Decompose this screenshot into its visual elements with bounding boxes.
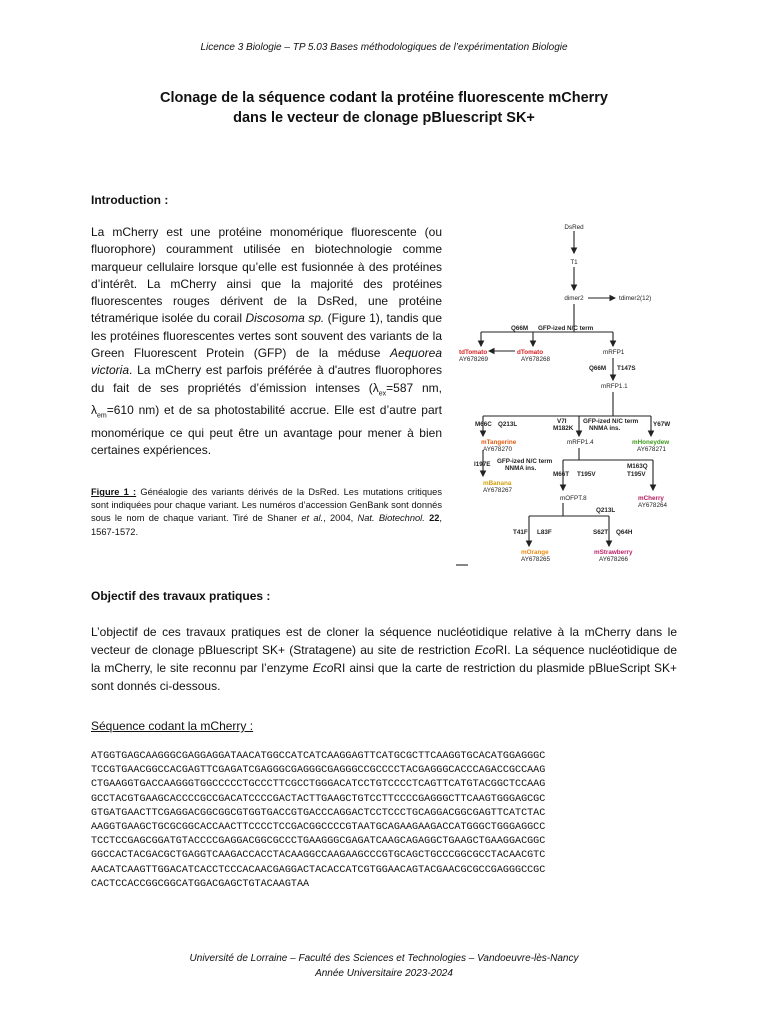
sequence-line: GTGATGAACTTCGAGGACGGCGGCGTGGTGACCGTGACCCAGGACTCCTCCCTGCAGGACGGCGAGTTCATCTAC <box>91 807 546 819</box>
label-morange: mOrange <box>521 549 549 556</box>
label-m66c: M66C <box>475 421 492 428</box>
label-dtomato-acc: AY678268 <box>521 356 550 363</box>
label-m163q: M163Q <box>627 463 648 470</box>
label-dimer2: dimer2 <box>564 295 584 302</box>
label-dsred: DsRed <box>564 224 584 231</box>
label-m66t: M66T <box>553 471 570 478</box>
caption-text-4: , 1567-1572. <box>91 513 442 537</box>
label-v7i: V7I <box>557 418 567 425</box>
objective-paragraph <box>91 623 677 695</box>
label-i197e: I197E <box>474 461 491 468</box>
label-mofpt8: mOFPT.8 <box>560 495 587 502</box>
label-t195v-b: T195V <box>627 471 646 478</box>
sequence-line: ATGGTGAGCAAGGGCGAGGAGGATAACATGGCCATCATCAAGGAGTTCATGCGCTTCAAGGTGCACATGGAGGGC <box>91 751 546 762</box>
label-mcherry: mCherry <box>638 495 664 502</box>
label-s62t: S62T <box>593 529 609 536</box>
objective-text-2: RI. La séquence nucléotidique de la mCherry, le site reconnu par l’enzyme <box>91 643 677 675</box>
label-q64h: Q64H <box>616 529 633 536</box>
label-t1: T1 <box>570 259 578 266</box>
sequence-line: TCCTCCGAGCGGATGTACCCCGAGGACGGCGCCCTGAAGGGCGAGATCAAGCAGAGGCTGAAGCTGAAGGACGGC <box>91 836 546 848</box>
caption-text-1: Généalogie des variants dérivés de la DsRed. Les mutations critiques sont indiquées pour chaque variant. Les numéros d’accession GenBank sont donnés sous le nom de chaque variant. Tiré de Shaner <box>91 487 443 524</box>
label-mhoneydew: mHoneydew <box>632 439 670 446</box>
intro-text-4: =587 nm, λ <box>91 380 442 418</box>
sequence-line: TCCGTGAACGGCCACGAGTTCGAGATCGAGGGCGAGGGCGAGGGCCGCCCCTACGAGGGCACCCAGACCGCCAAG <box>91 765 546 777</box>
sequence-line: AACATCAAGTTGGACATCACCTCCCACAACGAGGACTACACCATCGTGGAACAGTACGAACGCGCCGAGGGCCGC <box>91 864 546 876</box>
page-footer <box>0 951 768 981</box>
label-mhoneydew-acc: AY678271 <box>637 446 666 453</box>
label-nnma-c: NNMA ins. <box>505 465 537 472</box>
footer-university: Université de Lorraine – Faculté des Sciences et Technologies – Vandoeuvre-lès-Nancy <box>189 953 579 964</box>
label-gfp-c: GFP-ized N/C term <box>497 458 553 465</box>
label-mtangerine: mTangerine <box>481 439 517 446</box>
lambda-em-subscript: em <box>97 412 107 420</box>
introduction-paragraph <box>91 224 442 460</box>
sequence-line: CACTCCACCGGCGGCATGGACGAGCTGTACAAGTAA <box>91 878 310 890</box>
footer-year: Année Universitaire 2023-2024 <box>315 968 453 979</box>
intro-text-2: (Figure 1), tandis que les protéines fluorescentes vertes sont souvent des variants de la Green Fluorescent Protein (GFP) de la méduse <box>91 311 443 361</box>
label-tdtomato-acc: AY678269 <box>459 356 488 363</box>
sequence-line: GGCCACTACGACGCTGAGGTCAAGACCACCTACAAGGCCAAGAAGCCCGTGCAGCTGCCCGGCGCCTACAACGTC <box>91 850 546 862</box>
label-q213l-b: Q213L <box>596 507 616 514</box>
label-l83f: L83F <box>537 529 552 536</box>
course-header: Licence 3 Biologie – TP 5.03 Bases méthodologiques de l’expérimentation Biologie <box>200 42 568 53</box>
sequence-heading: Séquence codant la mCherry : <box>91 719 254 733</box>
label-dtomato: dTomato <box>517 349 544 356</box>
caption-etal: et al. <box>301 513 324 524</box>
label-mstrawberry: mStrawberry <box>594 549 633 556</box>
label-y67w: Y67W <box>653 421 671 428</box>
title-line-1: Clonage de la séquence codant la protéine fluorescente mCherry <box>159 90 608 106</box>
intro-species-aequorea: Aequorea victoria <box>91 346 442 378</box>
label-t41f: T41F <box>513 529 528 536</box>
sequence-line: CTGAAGGTGACCAAGGGTGGCCCCCTGCCCTTCGCCTGGGACATCCTGTCCCCTCAGTTCATGTACGGCTCCAAG <box>91 779 546 791</box>
figure-caption <box>91 486 442 539</box>
caption-text-2: , 2004, <box>323 513 358 524</box>
objective-text-1: L’objectif de ces travaux pratiques est de cloner la séquence nucléotidique relative à la mCherry dans le vecteur de clonage pBluescript SK+ (Stratagene) au site de restriction <box>91 625 677 657</box>
objective-eco-italic-2: Eco <box>312 661 334 675</box>
intro-text-1: La mCherry est une protéine monomérique fluorescente (ou fluorophore) couramment utilisée en biotechnologie comme marqueur cellulaire lorsque qu’elle est fusionnée à des protéines d’intérêt. La mCherry ainsi que la majorité des protéines fluorescentes rouges dérivent de la DsRed, une protéine tétramérique isolée du corail <box>91 225 442 326</box>
figure-label: Figure 1 : <box>91 487 137 497</box>
label-q213l-a: Q213L <box>498 421 518 428</box>
lambda-ex-subscript: ex <box>378 390 387 398</box>
document-title <box>0 88 768 128</box>
label-t195v-a: T195V <box>577 471 596 478</box>
mcherry-sequence <box>91 750 545 892</box>
sequence-line: GCCTACGTGAAGCACCCCGCCGACATCCCCGACTACTTGAAGCTGTCCTTCCCCGAGGGCTTCAAGTGGGAGCGC <box>91 793 546 805</box>
label-t147s: T147S <box>617 365 636 372</box>
label-gfp-b: GFP-ized N/C term <box>583 418 639 425</box>
label-mcherry-acc: AY678264 <box>638 502 667 509</box>
label-q66m-b: Q66M <box>589 365 607 372</box>
label-mbanana-acc: AY678267 <box>483 487 512 494</box>
label-mbanana: mBanana <box>483 480 512 487</box>
label-tdtomato: tdTomato <box>459 349 488 356</box>
objective-eco-italic-1: Eco <box>474 643 496 657</box>
label-gfp-a: GFP-ized N/C term <box>538 325 594 332</box>
label-tdimer2: tdimer2(12) <box>619 295 652 302</box>
label-mstrawberry-acc: AY678266 <box>599 556 628 563</box>
label-mtangerine-acc: AY678270 <box>483 446 512 453</box>
objective-heading: Objectif des travaux pratiques : <box>91 589 271 603</box>
introduction-heading: Introduction : <box>91 193 169 207</box>
label-q66m-a: Q66M <box>511 325 529 332</box>
intro-species-discosoma: Discosoma sp. <box>245 311 325 326</box>
label-mrfp1: mRFP1 <box>603 349 625 356</box>
title-line-2: dans le vecteur de clonage pBluescript SK+ <box>233 110 535 126</box>
label-mrfp11: mRFP1.1 <box>601 383 628 390</box>
sequence-line: AAGGTGAAGCTGCGCGGCACCAACTTCCCCTCCGACGGCCCCGTAATGCAGAAGAAGACCATGGGCTGGGAGGCC <box>91 822 546 834</box>
dsred-genealogy-figure <box>453 220 678 570</box>
label-morange-acc: AY678265 <box>521 556 550 563</box>
intro-text-3: . La mCherry est parfois préférée à d'autres fluorophores du fait de ses propriétés d’émission intenses (λ <box>91 363 442 395</box>
label-mrfp14: mRFP1.4 <box>567 439 594 446</box>
label-nnma-b: NNMA ins. <box>589 425 621 432</box>
caption-journal: Nat. Biotechnol. <box>357 513 425 524</box>
caption-volume: 22 <box>429 513 440 524</box>
objective-text-3: RI ainsi que la carte de restriction du plasmide pBlueScript SK+ sont donnés ci-dessous. <box>91 661 677 693</box>
intro-text-5: =610 nm) et de sa photostabilité accrue. Elle est d’autre part monomérique ce qui peut être un avantage pour mener à bien certaines expériences. <box>91 403 442 458</box>
label-m182k: M182K <box>553 425 574 432</box>
